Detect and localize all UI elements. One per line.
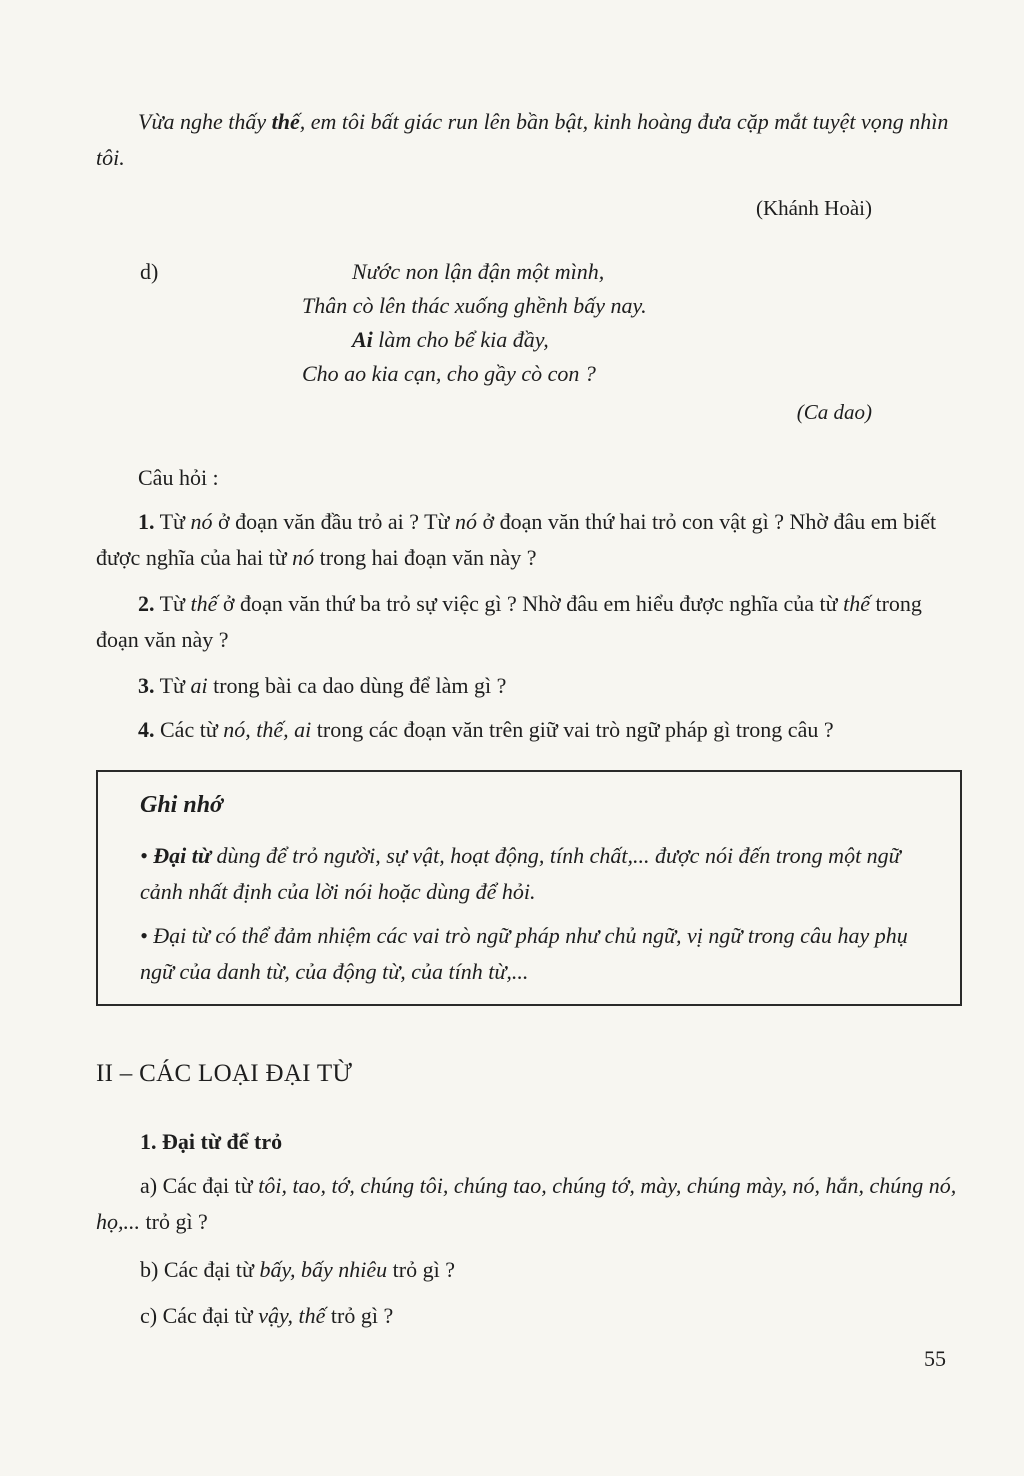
- intro-paragraph: [96, 104, 966, 176]
- bullet-icon: •: [140, 923, 148, 948]
- section-2-question-a: [96, 1168, 976, 1240]
- poem-keyword-ai: Ai: [352, 327, 373, 352]
- question-number: 3.: [138, 673, 155, 698]
- question-number: 4.: [138, 717, 155, 742]
- question-text: trong các đoạn văn trên giữ vai trò ngữ pháp gì trong câu ?: [311, 717, 834, 742]
- poem-line-1: Nước non lận đận một mình,: [352, 259, 605, 284]
- source-ca-dao: (Ca dao): [796, 400, 872, 424]
- question-4: [96, 712, 966, 748]
- section-2-question-b: [96, 1252, 976, 1288]
- bullet-icon: •: [140, 843, 148, 868]
- question-text: ở đoạn văn đầu trỏ ai ? Từ: [212, 509, 455, 534]
- question-text: Từ: [154, 673, 191, 698]
- question-text: trỏ gì ?: [387, 1257, 455, 1282]
- question-term: nó: [454, 509, 477, 534]
- question-3: [96, 668, 966, 704]
- question-text: Từ: [154, 591, 191, 616]
- question-term: bấy, bấy nhiêu: [259, 1257, 388, 1282]
- question-text: trong hai đoạn văn này ?: [314, 545, 537, 570]
- question-text: trỏ gì ?: [140, 1209, 208, 1234]
- page-number: 55: [924, 1346, 946, 1371]
- question-2: [96, 586, 966, 658]
- question-term: nó, thế, ai: [223, 717, 312, 742]
- question-number: 2.: [138, 591, 155, 616]
- question-term: nó: [292, 545, 315, 570]
- intro-text-2: , em tôi bất giác run lên bần bật, kinh hoàng đưa cặp mắt tuyệt vọng nhìn tôi.: [96, 109, 949, 170]
- section-2-subheading: 1. Đại từ để trỏ: [140, 1129, 283, 1154]
- poem-line-2: Thân cò lên thác xuống ghềnh bấy nay.: [302, 293, 647, 318]
- section-2-title: II – CÁC LOẠI ĐẠI TỪ: [96, 1060, 353, 1087]
- question-text: Từ: [154, 509, 191, 534]
- question-text: Các từ: [154, 717, 224, 742]
- question-text: ở đoạn văn thứ hai trỏ con vật gì ? Nhờ đâu em biết được nghĩa của hai từ: [96, 509, 937, 570]
- ghi-nho-term: Đại từ: [153, 843, 211, 868]
- question-term: tôi, tao, tớ, chúng tôi, chúng tao, chúng tớ, mày, chúng mày, nó, hắn, chúng nó, họ,...: [96, 1173, 957, 1234]
- question-text: trỏ gì ?: [325, 1303, 394, 1328]
- intro-keyword: thế: [271, 109, 300, 134]
- question-text: c) Các đại từ: [140, 1303, 259, 1328]
- question-text: a) Các đại từ: [140, 1173, 259, 1198]
- section-2-question-c: [96, 1298, 976, 1334]
- ghi-nho-note-1: [140, 838, 940, 910]
- question-1: [96, 504, 966, 576]
- intro-text-1: Vừa nghe thấy: [138, 109, 272, 134]
- question-number: 1.: [138, 509, 155, 534]
- poem-label: d): [140, 259, 159, 284]
- ghi-nho-note-2: [140, 918, 940, 990]
- ghi-nho-title: Ghi nhớ: [140, 792, 223, 818]
- question-text: trong bài ca dao dùng để làm gì ?: [207, 673, 507, 698]
- ghi-nho-note-1-text: dùng để trỏ người, sự vật, hoạt động, tính chất,... được nói đến trong một ngữ cảnh nhất định của lời nói hoặc dùng để hỏi.: [140, 843, 901, 904]
- question-term: nó: [190, 509, 213, 534]
- question-text: b) Các đại từ: [140, 1257, 260, 1282]
- source-khanh-hoai: (Khánh Hoài): [755, 196, 872, 220]
- ghi-nho-note-2-text: Đại từ có thể đảm nhiệm các vai trò ngữ pháp như chủ ngữ, vị ngữ trong câu hay phụ ngữ của danh từ, của động từ, của tính từ,...: [140, 923, 908, 984]
- poem-line-4: Cho ao kia cạn, cho gầy cò con ?: [302, 361, 596, 386]
- question-term: ai: [190, 673, 208, 698]
- question-term: vậy, thế: [258, 1303, 326, 1328]
- question-text: trong đoạn văn này ?: [96, 591, 922, 652]
- poem-line-3: [352, 322, 549, 358]
- question-text: ở đoạn văn thứ ba trỏ sự việc gì ? Nhờ đâu em hiểu được nghĩa của từ: [217, 591, 844, 616]
- questions-heading: Câu hỏi :: [138, 465, 219, 490]
- question-term: thế: [190, 591, 218, 616]
- question-term: thế: [843, 591, 870, 616]
- poem-line-3-rest: làm cho bể kia đầy,: [372, 327, 549, 352]
